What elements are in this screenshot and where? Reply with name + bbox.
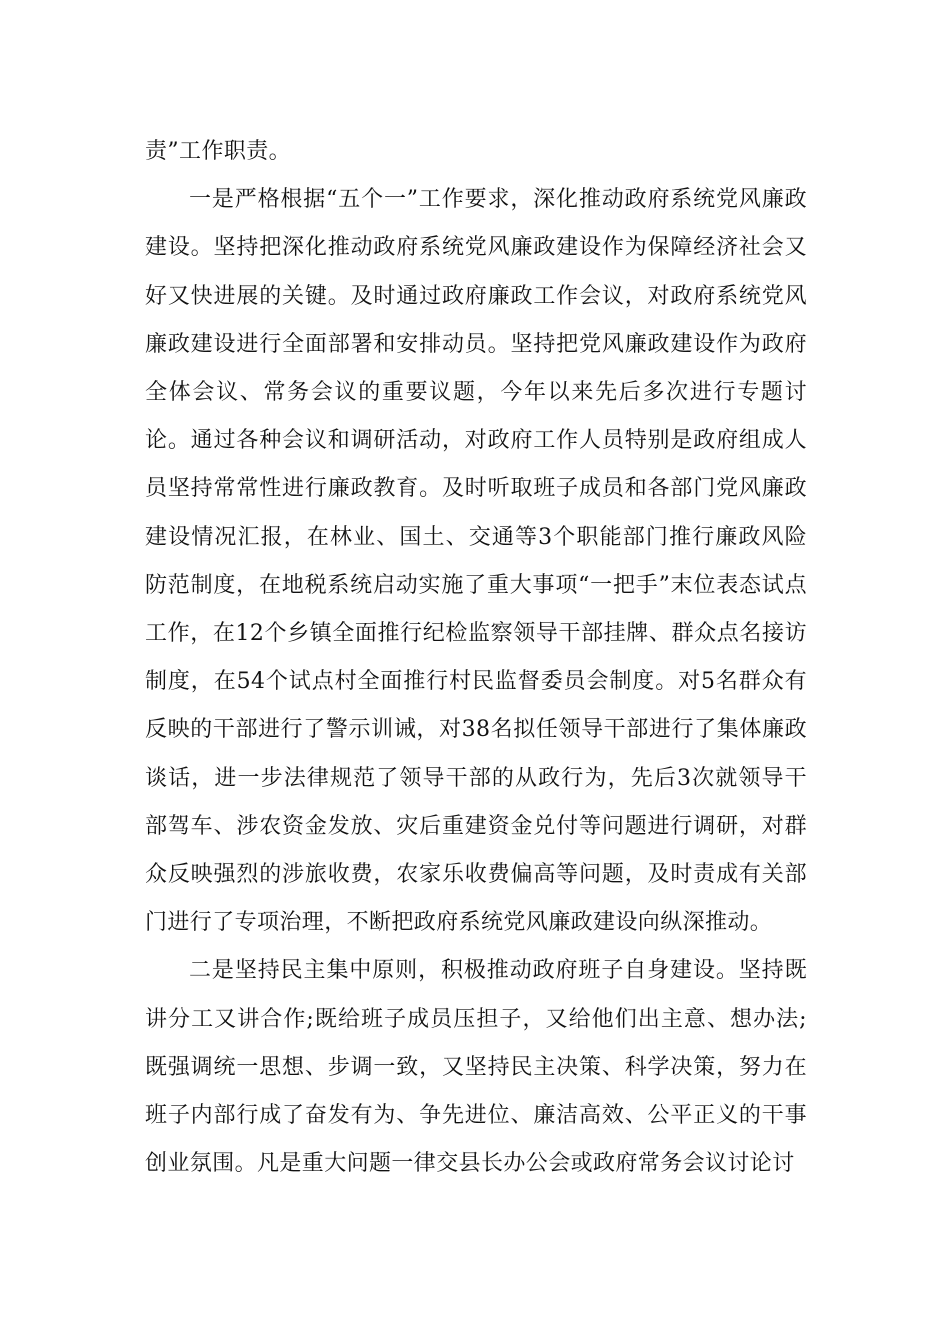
paragraph-democratic-centralism: 二是坚持民主集中原则，积极推动政府班子自身建设。坚持既讲分工又讲合作;既给班子成员压担子，又给他们出主意、想办法;既强调统一思想、步调一致，又坚持民主决策、科学决策，努力在班子内部行成了奋发有为、争先进位、廉洁高效、公平正义的干事创业氛围。凡是重大问题一律交县长办公会或政府常务会议讨论讨 xyxy=(145,958,807,1177)
paragraph-continuation: 责”工作职责。 xyxy=(145,139,292,164)
paragraph-party-conduct: 一是严格根据“五个一”工作要求，深化推动政府系统党风廉政建设。坚持把深化推动政府系统党风廉政建设作为保障经济社会又好又快进展的关键。及时通过政府廉政工作会议，对政府系统党风廉政建设进行全面部署和安排动员。坚持把党风廉政建设作为政府全体会议、常务会议的重要议题，今年以来先后多次进行专题讨论。通过各种会议和调研活动，对政府工作人员特别是政府组成人员坚持常常性进行廉政教育。及时听取班子成员和各部门党风廉政建设情况汇报，在林业、国土、交通等3个职能部门推行廉政风险防范制度，在地税系统启动实施了重大事项“一把手”末位表态试点工作，在12个乡镇全面推行纪检监察领导干部挂牌、群众点名接访制度，在54个试点村全面推行村民监督委员会制度。对5名群众有反映的干部进行了警示训诫，对38名拟任领导干部进行了集体廉政谈话，进一步法律规范了领导干部的从政行为，先后3次就领导干部驾车、涉农资金发放、灾后重建资金兑付等问题进行调研，对群众反映强烈的涉旅收费，农家乐收费偏高等问题，及时责成有关部门进行了专项治理，不断把政府系统党风廉政建设向纵深推动。 xyxy=(145,187,807,936)
document-body xyxy=(145,128,807,1188)
